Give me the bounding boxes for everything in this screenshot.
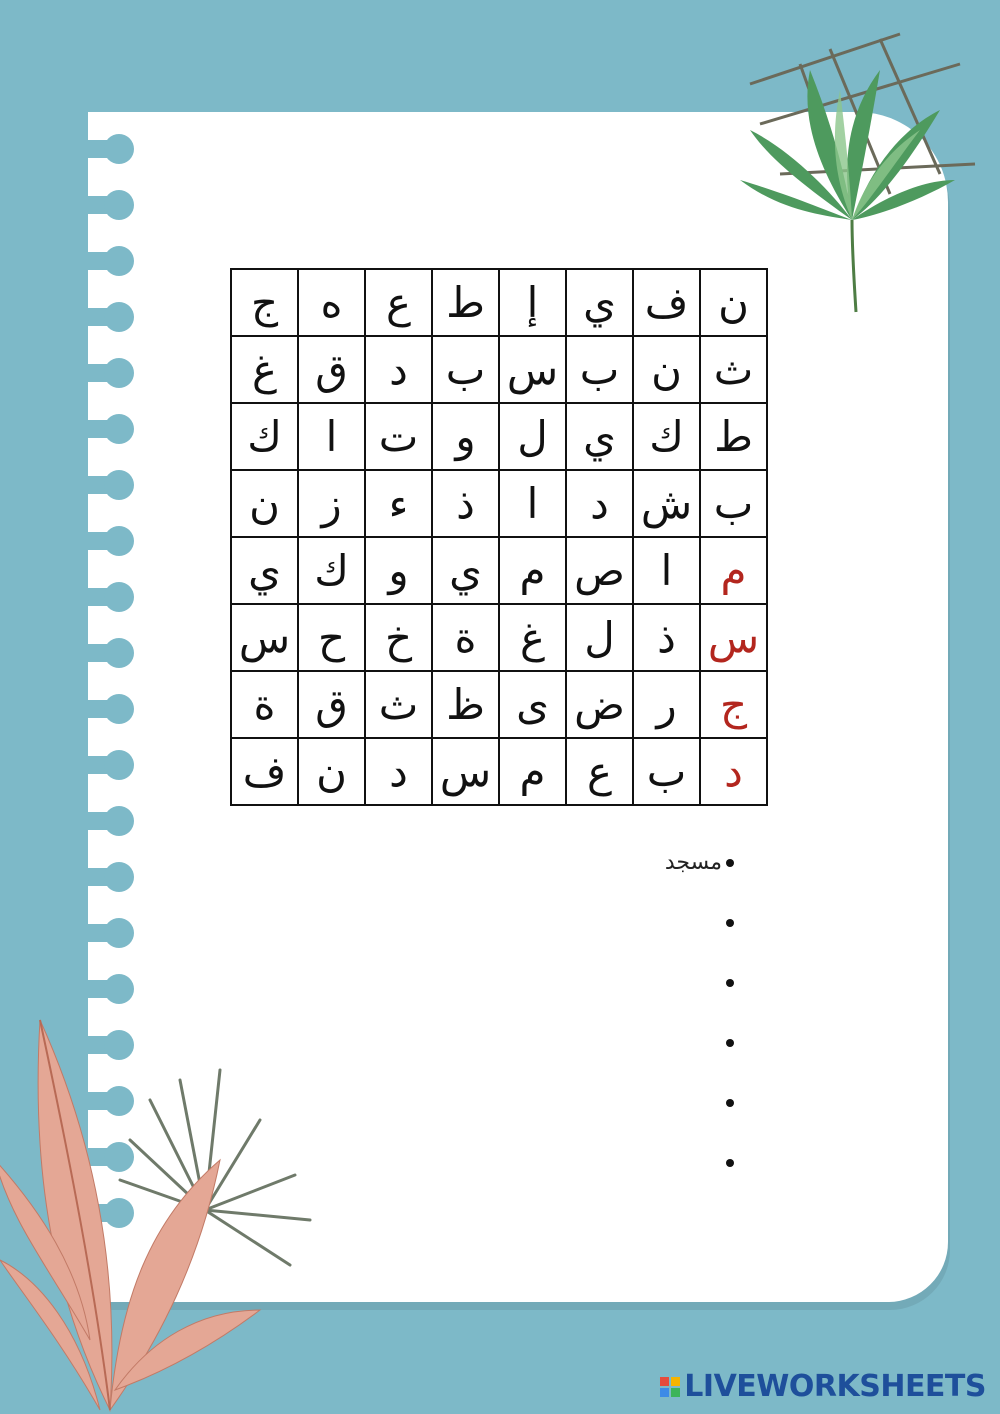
grid-cell[interactable]: د xyxy=(365,336,432,403)
grid-cell[interactable]: ب xyxy=(566,336,633,403)
grid-cell[interactable]: ت xyxy=(365,403,432,470)
grid-cell[interactable]: إ xyxy=(499,269,566,336)
answer-item[interactable]: مسجد xyxy=(560,836,760,896)
grid-row xyxy=(231,403,767,470)
spiral-tab xyxy=(60,252,120,270)
pink-leaves-icon xyxy=(0,1010,300,1414)
spiral-tab xyxy=(60,644,120,662)
brand-logo xyxy=(660,1369,986,1404)
grid-cell[interactable]: ق xyxy=(298,336,365,403)
grid-cell[interactable]: ن xyxy=(298,738,365,805)
grid-cell[interactable]: ط xyxy=(432,269,499,336)
grid-cell[interactable]: ز xyxy=(298,470,365,537)
grid-cell[interactable]: ي xyxy=(231,537,298,604)
grid-cell[interactable]: ض xyxy=(566,671,633,738)
grid-cell[interactable]: خ xyxy=(365,604,432,671)
spiral-tab xyxy=(60,924,120,942)
spiral-tab xyxy=(60,756,120,774)
spiral-tab xyxy=(60,588,120,606)
grid-row xyxy=(231,671,767,738)
spiral-tab xyxy=(60,420,120,438)
grid-cell[interactable]: ج xyxy=(231,269,298,336)
spiral-tab xyxy=(60,308,120,326)
grid-cell[interactable]: ه xyxy=(298,269,365,336)
grid-cell[interactable]: ل xyxy=(566,604,633,671)
spiral-tab xyxy=(60,700,120,718)
grid-row xyxy=(231,604,767,671)
grid-cell[interactable]: د xyxy=(566,470,633,537)
answer-list xyxy=(560,836,760,1196)
word-search-grid xyxy=(230,268,768,806)
grid-cell[interactable]: ب xyxy=(633,738,700,805)
brand-text: LIVEWORKSHEETS xyxy=(684,1369,986,1404)
answer-item[interactable] xyxy=(560,956,760,1016)
grid-cell[interactable]: ل xyxy=(499,403,566,470)
grid-cell[interactable]: ى xyxy=(499,671,566,738)
grid-cell[interactable]: غ xyxy=(499,604,566,671)
grid-cell[interactable]: ذ xyxy=(432,470,499,537)
liveworksheets-icon xyxy=(660,1377,680,1397)
grid-cell[interactable]: ث xyxy=(700,336,767,403)
grid-cell[interactable]: ق xyxy=(298,671,365,738)
grid-cell[interactable]: ع xyxy=(365,269,432,336)
answer-item[interactable] xyxy=(560,1136,760,1196)
grid-cell[interactable]: ا xyxy=(298,403,365,470)
palm-leaf-icon xyxy=(740,50,960,320)
grid-cell[interactable]: د xyxy=(700,738,767,805)
grid-cell[interactable]: ث xyxy=(365,671,432,738)
grid-cell[interactable]: س xyxy=(499,336,566,403)
grid-cell[interactable]: ك xyxy=(231,403,298,470)
grid-cell[interactable]: غ xyxy=(231,336,298,403)
answer-item[interactable] xyxy=(560,1016,760,1076)
grid-cell[interactable]: ظ xyxy=(432,671,499,738)
answer-item[interactable] xyxy=(560,896,760,956)
grid-cell[interactable]: د xyxy=(365,738,432,805)
grid-cell[interactable]: ك xyxy=(633,403,700,470)
grid-cell[interactable]: م xyxy=(499,738,566,805)
grid-cell[interactable]: ف xyxy=(231,738,298,805)
grid-cell[interactable]: ة xyxy=(432,604,499,671)
grid-cell[interactable]: ن xyxy=(231,470,298,537)
grid-cell[interactable]: ص xyxy=(566,537,633,604)
grid-row xyxy=(231,537,767,604)
grid-cell[interactable]: ب xyxy=(700,470,767,537)
grid-cell[interactable]: ح xyxy=(298,604,365,671)
grid-row xyxy=(231,738,767,805)
grid-cell[interactable]: م xyxy=(499,537,566,604)
grid-cell[interactable]: ء xyxy=(365,470,432,537)
grid-cell[interactable]: ع xyxy=(566,738,633,805)
spiral-tab xyxy=(60,140,120,158)
spiral-tab xyxy=(60,980,120,998)
grid-cell[interactable]: س xyxy=(432,738,499,805)
grid-cell[interactable]: ب xyxy=(432,336,499,403)
grid-cell[interactable]: و xyxy=(365,537,432,604)
grid-cell[interactable]: ف xyxy=(633,269,700,336)
grid-cell[interactable]: ط xyxy=(700,403,767,470)
grid-row xyxy=(231,269,767,336)
grid-cell[interactable]: س xyxy=(231,604,298,671)
spiral-tab xyxy=(60,812,120,830)
grid-cell[interactable]: و xyxy=(432,403,499,470)
grid-cell[interactable]: ن xyxy=(633,336,700,403)
spiral-tab xyxy=(60,532,120,550)
answer-item[interactable] xyxy=(560,1076,760,1136)
grid-cell[interactable]: ي xyxy=(566,403,633,470)
spiral-tab xyxy=(60,868,120,886)
grid-cell[interactable]: س xyxy=(700,604,767,671)
grid-row xyxy=(231,336,767,403)
grid-cell[interactable]: ي xyxy=(566,269,633,336)
spiral-tab xyxy=(60,196,120,214)
grid-cell[interactable]: م xyxy=(700,537,767,604)
grid-cell[interactable]: ك xyxy=(298,537,365,604)
grid-cell[interactable]: ش xyxy=(633,470,700,537)
grid-cell[interactable]: ة xyxy=(231,671,298,738)
grid-cell[interactable]: ن xyxy=(700,269,767,336)
grid-cell[interactable]: ج xyxy=(700,671,767,738)
grid-cell[interactable]: ا xyxy=(499,470,566,537)
spiral-tab xyxy=(60,364,120,382)
grid-cell[interactable]: ا xyxy=(633,537,700,604)
grid-cell[interactable]: ر xyxy=(633,671,700,738)
grid-cell[interactable]: ذ xyxy=(633,604,700,671)
grid-row xyxy=(231,470,767,537)
spiral-tab xyxy=(60,476,120,494)
grid-cell[interactable]: ي xyxy=(432,537,499,604)
